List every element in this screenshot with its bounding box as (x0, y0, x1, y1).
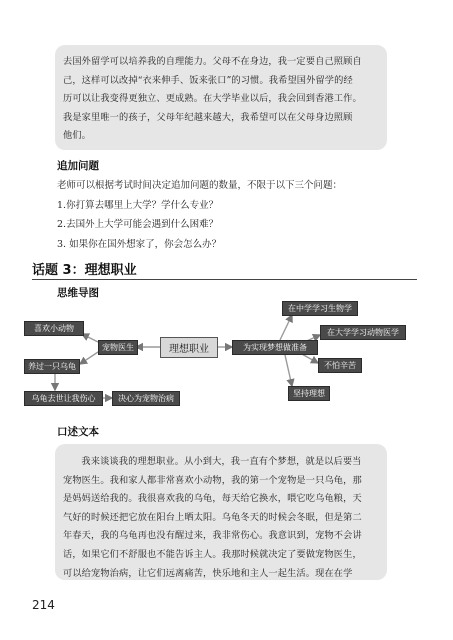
answer-line: 去国外留学可以培养我的自理能力。父母不在身边，我一定要自己照顾自 (63, 56, 362, 67)
oral-line: 年春天，我的乌龟再也没有醒过来，我非常伤心。我意识到，宠物不会讲 (63, 530, 362, 542)
node-had-turtle: 养过一只乌龟 (24, 359, 80, 374)
follow-up-question: 1.你打算去哪里上大学？学什么专业？ (57, 200, 219, 211)
node-center-ideal-job: 理想职业 (160, 337, 218, 358)
oral-line: 可以给宠物治病，让它们远离痛苦，快乐地和主人一起生活。现在在学 (63, 567, 353, 579)
answer-line: 我是家里唯一的孩子，父母年纪越来越大，我希望可以在父母身边照顾 (63, 111, 353, 123)
answer-line: 己，这样可以改掉“衣来伸手、饭来张口”的习惯。我希望国外留学的经 (63, 74, 353, 86)
oral-line: 话，如果它们不舒服也不能告诉主人。我那时候就决定了要做宠物医生， (63, 548, 362, 560)
oral-text-title: 口述文本 (57, 426, 99, 438)
follow-up-title: 追加问题 (57, 160, 99, 172)
node-decide-treat: 决心为宠物治病 (112, 391, 180, 406)
oral-line: 宠物医生。我和家人都非常喜欢小动物，我的第一个宠物是一只乌龟，那 (63, 474, 362, 486)
node-turtle-died: 乌龟去世让我伤心 (24, 391, 103, 406)
follow-up-question: 2.去国外上大学可能会遇到什么困难？ (57, 219, 219, 230)
node-middle-school-biology: 在中学学习生物学 (282, 301, 358, 316)
follow-up-question: 3. 如果你在国外想家了，你会怎么办？ (57, 239, 222, 250)
oral-line: 是妈妈送给我的。我很喜欢我的乌龟，每天给它换水，喂它吃乌龟粮，天 (63, 493, 362, 505)
oral-line: 气好的时候还把它放在阳台上晒太阳。乌龟冬天的时候会冬眠，但是第二 (63, 511, 362, 523)
node-prepare-dream: 为实现梦想做准备 (232, 340, 318, 355)
node-persist: 坚持理想 (288, 386, 330, 401)
oral-line: 我来谈谈我的理想职业。从小到大，我一直有个梦想，就是以后要当 (81, 456, 362, 467)
oral-text-box (55, 444, 387, 580)
node-not-afraid: 不怕辛苦 (318, 358, 362, 373)
answer-line: 历可以让我变得更独立、更成熟。在大学毕业以后，我会回到香港工作。 (63, 93, 362, 105)
node-likes-animals: 喜欢小动物 (24, 321, 84, 336)
topic-title: 话题 3：理想职业 (32, 263, 137, 278)
mindmap-title: 思维导图 (57, 287, 99, 299)
page-number: 214 (32, 598, 55, 612)
node-pet-doctor: 宠物医生 (98, 340, 138, 355)
answer-line: 他们。 (63, 130, 92, 142)
follow-up-intro: 老师可以根据考试时间决定追加问题的数量，不限于以下三个问题： (57, 180, 343, 191)
node-university-vet: 在大学学习动物医学 (320, 325, 406, 340)
